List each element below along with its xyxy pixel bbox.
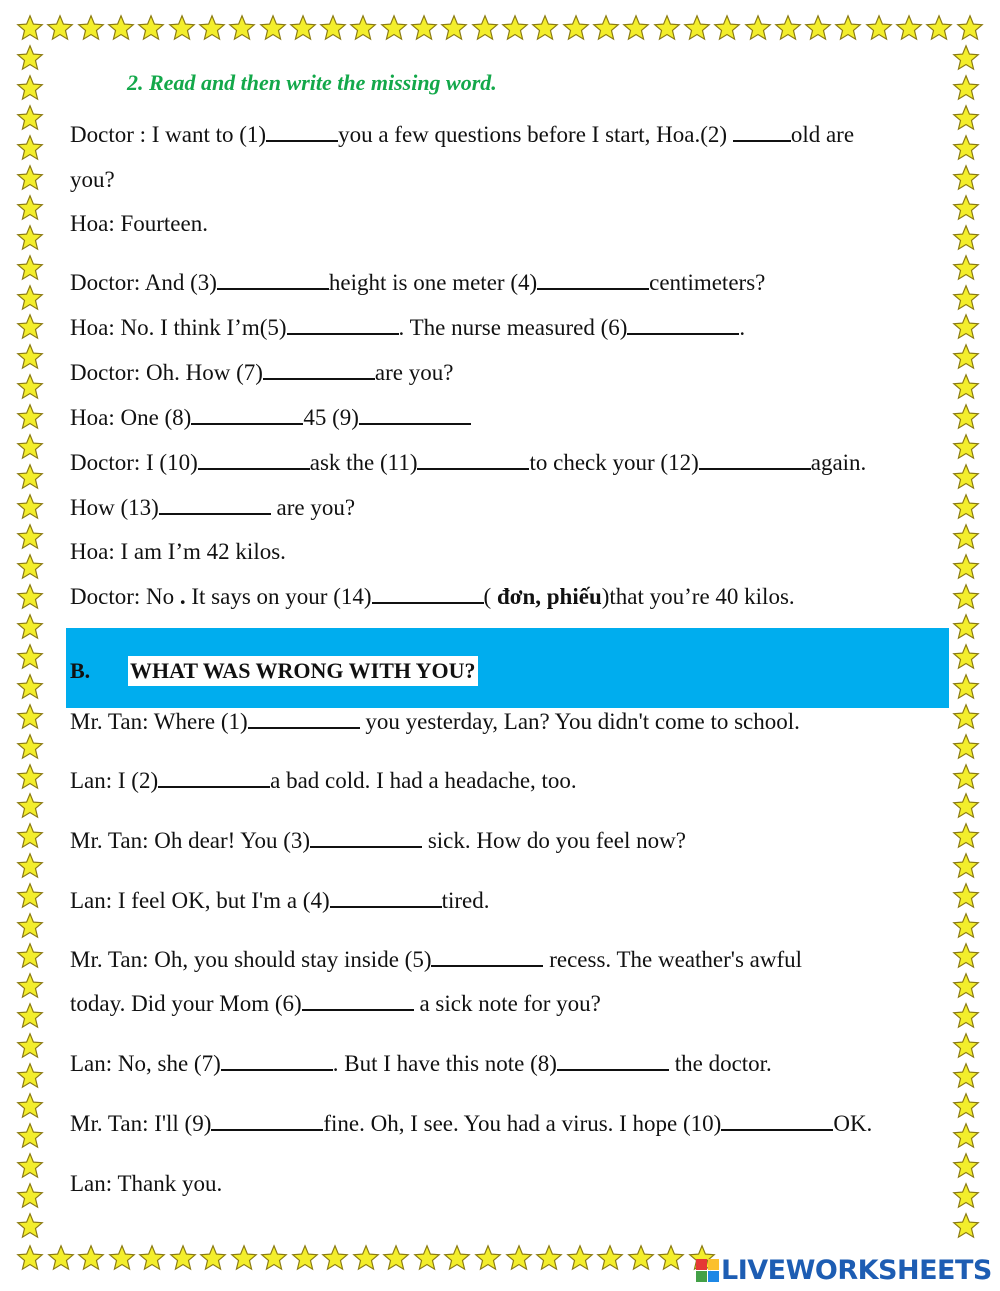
dialogue-line: How (13) are you? [70, 495, 356, 520]
star-icon [952, 373, 980, 401]
star-icon [592, 14, 620, 42]
star-icon [596, 1244, 624, 1272]
star-icon [259, 14, 287, 42]
star-icon [627, 1244, 655, 1272]
star-icon [410, 14, 438, 42]
star-icon [952, 224, 980, 252]
star-icon [16, 972, 44, 1000]
star-icon [952, 763, 980, 791]
star-icon [16, 403, 44, 431]
star-icon [952, 613, 980, 641]
star-icon [952, 1062, 980, 1090]
star-border-top [16, 14, 984, 42]
star-icon [952, 313, 980, 341]
star-icon [443, 1244, 471, 1272]
star-icon [952, 1002, 980, 1030]
star-icon [16, 1032, 44, 1060]
star-icon [16, 703, 44, 731]
answer-blank-2[interactable] [733, 122, 791, 142]
star-icon [952, 822, 980, 850]
star-icon [16, 613, 44, 641]
answer-blank-3[interactable] [217, 270, 329, 290]
star-icon [952, 643, 980, 671]
section-b-label: B. [70, 658, 91, 683]
star-border-left [16, 44, 44, 1240]
star-icon [713, 14, 741, 42]
star-icon [535, 1244, 563, 1272]
star-icon [352, 1244, 380, 1272]
answer-blank-7[interactable] [263, 360, 375, 380]
star-border-bottom [16, 1244, 716, 1272]
dialogue-line: Mr. Tan: Oh dear! You (3) sick. How do you feel now? [70, 828, 686, 853]
star-icon [501, 14, 529, 42]
star-icon [108, 1244, 136, 1272]
star-icon [622, 14, 650, 42]
star-icon [16, 673, 44, 701]
answer-blank-b3[interactable] [310, 828, 422, 848]
star-icon [952, 583, 980, 611]
star-icon [952, 44, 980, 72]
star-icon [16, 164, 44, 192]
star-icon [16, 882, 44, 910]
answer-blank-10[interactable] [198, 450, 310, 470]
star-icon [16, 493, 44, 521]
answer-blank-b1[interactable] [248, 709, 360, 729]
answer-blank-5[interactable] [287, 315, 399, 335]
star-icon [319, 14, 347, 42]
answer-blank-b9[interactable] [211, 1111, 323, 1131]
star-icon [169, 1244, 197, 1272]
star-icon [774, 14, 802, 42]
star-icon [321, 1244, 349, 1272]
star-icon [380, 14, 408, 42]
dialogue-line: today. Did your Mom (6) a sick note for you? [70, 991, 601, 1016]
star-icon [952, 523, 980, 551]
star-icon [952, 942, 980, 970]
star-icon [865, 14, 893, 42]
star-icon [47, 1244, 75, 1272]
star-icon [562, 14, 590, 42]
star-icon [16, 134, 44, 162]
star-icon [16, 224, 44, 252]
star-icon [895, 14, 923, 42]
star-icon [16, 194, 44, 222]
star-icon [952, 1212, 980, 1240]
star-icon [16, 284, 44, 312]
star-icon [952, 164, 980, 192]
star-icon [952, 194, 980, 222]
star-icon [952, 403, 980, 431]
star-icon [16, 14, 44, 42]
dialogue-line: Mr. Tan: Oh, you should stay inside (5) recess. The weather's awful [70, 947, 803, 972]
star-icon [657, 1244, 685, 1272]
star-icon [16, 74, 44, 102]
answer-blank-4[interactable] [537, 270, 649, 290]
star-icon [952, 912, 980, 940]
section-b-title: WHAT WAS WRONG WITH YOU? [128, 656, 478, 686]
star-icon [16, 553, 44, 581]
dialogue-line: Mr. Tan: Where (1) you yesterday, Lan? You didn't come to school. [70, 709, 800, 734]
dialogue-line: Lan: I feel OK, but I'm a (4) tired. [70, 888, 490, 913]
star-icon [16, 1092, 44, 1120]
star-icon [16, 822, 44, 850]
star-icon [804, 14, 832, 42]
star-border-right [952, 44, 980, 1240]
dialogue-line: Hoa: Fourteen. [70, 211, 208, 236]
star-icon [291, 1244, 319, 1272]
star-icon [16, 1244, 44, 1272]
star-icon [168, 14, 196, 42]
star-icon [16, 763, 44, 791]
logo-text: LIVEWORKSHEETS [721, 1255, 992, 1286]
star-icon [16, 1002, 44, 1030]
star-icon [289, 14, 317, 42]
dialogue-line: Doctor: No . It says on your (14) ( đơn, phiếu)that you’re 40 kilos. [70, 584, 795, 609]
answer-blank-b8[interactable] [557, 1051, 669, 1071]
star-icon [16, 792, 44, 820]
star-icon [16, 463, 44, 491]
answer-blank-b7[interactable] [221, 1051, 333, 1071]
dialogue-line: Lan: Thank you. [70, 1171, 223, 1196]
star-icon [952, 1092, 980, 1120]
star-icon [744, 14, 772, 42]
dialogue-line: Hoa: One (8) 45 (9) [70, 404, 471, 432]
answer-blank-1[interactable] [266, 122, 338, 142]
star-icon [77, 14, 105, 42]
star-icon [16, 313, 44, 341]
dialogue-line: you? [70, 167, 115, 192]
star-icon [531, 14, 559, 42]
star-icon [566, 1244, 594, 1272]
answer-blank-b4[interactable] [330, 888, 442, 908]
star-icon [413, 1244, 441, 1272]
dialogue-line: Lan: I (2) a bad cold. I had a headache, too. [70, 768, 577, 793]
star-icon [952, 284, 980, 312]
star-icon [228, 14, 256, 42]
star-icon [230, 1244, 258, 1272]
star-icon [16, 733, 44, 761]
star-icon [952, 1152, 980, 1180]
star-icon [952, 673, 980, 701]
dialogue-line: Lan: No, she (7) . But I have this note (8) the doctor. [70, 1051, 772, 1076]
star-icon [952, 553, 980, 581]
dialogue-line: Doctor: And (3) height is one meter (4) centimeters? [70, 270, 766, 295]
answer-blank-b2[interactable] [158, 768, 270, 788]
star-icon [952, 703, 980, 731]
star-icon [16, 852, 44, 880]
star-icon [46, 14, 74, 42]
star-icon [77, 1244, 105, 1272]
answer-blank-9[interactable] [359, 405, 471, 425]
answer-blank-b5[interactable] [431, 947, 543, 967]
star-icon [952, 134, 980, 162]
star-icon [952, 1182, 980, 1210]
star-icon [952, 433, 980, 461]
star-icon [16, 1062, 44, 1090]
star-icon [16, 583, 44, 611]
star-icon [16, 433, 44, 461]
star-icon [952, 493, 980, 521]
star-icon [952, 972, 980, 1000]
star-icon [471, 14, 499, 42]
dialogue-line: Mr. Tan: I'll (9) fine. Oh, I see. You had a virus. I hope (10) OK. [70, 1111, 873, 1136]
star-icon [260, 1244, 288, 1272]
star-icon [16, 254, 44, 282]
answer-blank-8[interactable] [191, 405, 303, 425]
dialogue-line: Doctor: Oh. How (7) are you? [70, 360, 454, 385]
star-icon [16, 343, 44, 371]
liveworksheets-logo-icon [696, 1259, 719, 1282]
star-icon [683, 14, 711, 42]
star-icon [653, 14, 681, 42]
star-icon [952, 343, 980, 371]
star-icon [952, 733, 980, 761]
star-icon [107, 14, 135, 42]
star-icon [952, 463, 980, 491]
star-icon [16, 1122, 44, 1150]
star-icon [474, 1244, 502, 1272]
answer-blank-6[interactable] [627, 315, 739, 335]
star-icon [952, 74, 980, 102]
star-icon [952, 852, 980, 880]
star-icon [16, 1182, 44, 1210]
liveworksheets-logo [696, 1255, 992, 1286]
star-icon [16, 373, 44, 401]
answer-blank-11[interactable] [417, 450, 529, 470]
answer-blank-12[interactable] [699, 450, 811, 470]
star-icon [952, 104, 980, 132]
star-icon [952, 1122, 980, 1150]
dialogue-line: Hoa: I am I’m 42 kilos. [70, 539, 286, 564]
star-icon [137, 14, 165, 42]
star-icon [16, 912, 44, 940]
star-icon [349, 14, 377, 42]
star-icon [952, 1032, 980, 1060]
dialogue-line: Doctor : I want to (1) you a few questions before I start, Hoa.(2) old are [70, 122, 855, 147]
star-icon [505, 1244, 533, 1272]
star-icon [198, 14, 226, 42]
star-icon [925, 14, 953, 42]
star-icon [16, 643, 44, 671]
star-icon [952, 792, 980, 820]
answer-blank-b6[interactable] [302, 991, 414, 1011]
star-icon [16, 523, 44, 551]
star-icon [834, 14, 862, 42]
star-icon [199, 1244, 227, 1272]
dialogue-line: Hoa: No. I think I’m(5) . The nurse measured (6) . [70, 315, 746, 340]
star-icon [16, 942, 44, 970]
star-icon [16, 44, 44, 72]
star-icon [382, 1244, 410, 1272]
answer-blank-14[interactable] [372, 584, 484, 604]
star-icon [952, 882, 980, 910]
star-icon [956, 14, 984, 42]
star-icon [16, 1212, 44, 1240]
star-icon [16, 1152, 44, 1180]
dialogue-line: Doctor: I (10) ask the (11) to check your (12) again. [70, 450, 867, 475]
answer-blank-b10[interactable] [721, 1111, 833, 1131]
star-icon [16, 104, 44, 132]
star-icon [440, 14, 468, 42]
section-a-title: 2. Read and then write the missing word. [127, 70, 497, 95]
star-icon [138, 1244, 166, 1272]
answer-blank-13[interactable] [159, 495, 271, 515]
star-icon [952, 254, 980, 282]
